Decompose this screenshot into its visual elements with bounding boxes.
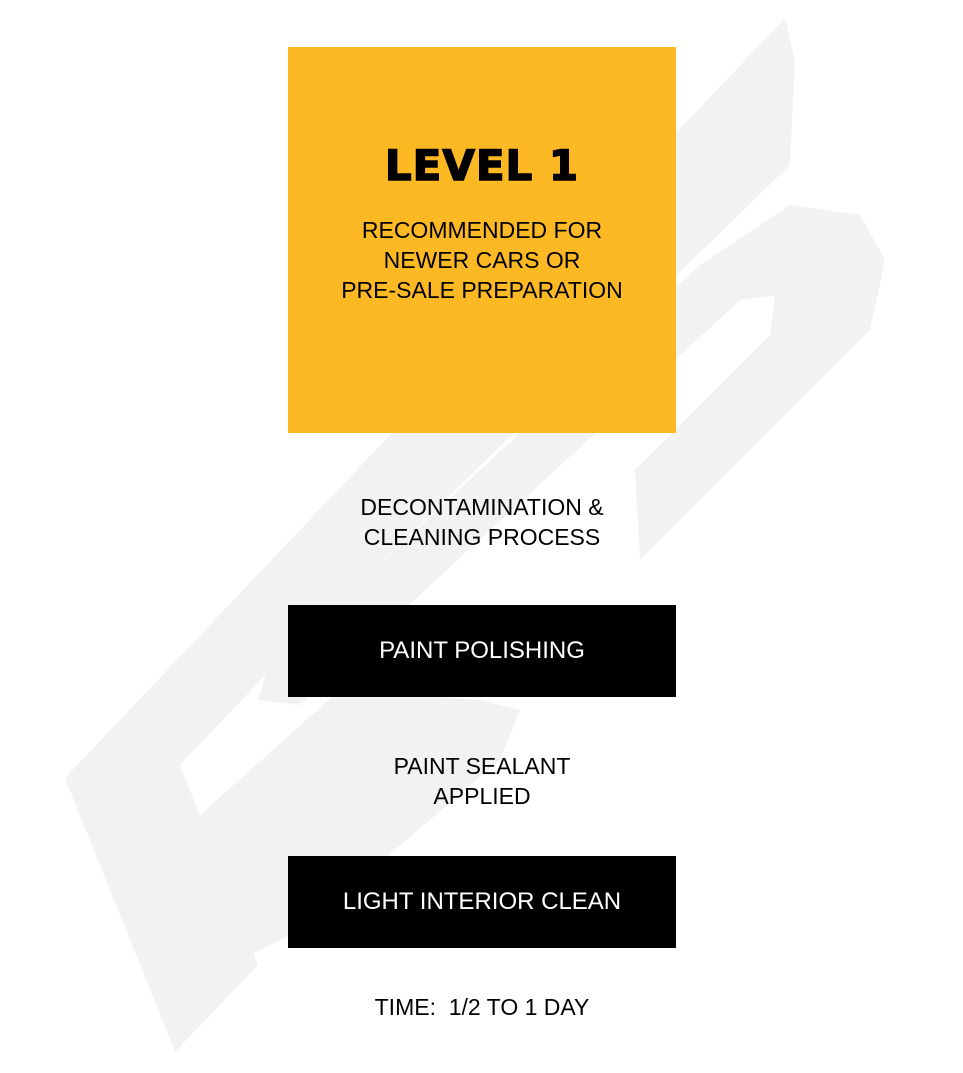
- step-label: PAINT POLISHING: [379, 637, 585, 664]
- step-line: CLEANING PROCESS: [363, 523, 601, 550]
- step-label: LIGHT INTERIOR CLEAN: [342, 888, 622, 915]
- subtitle-line: NEWER CARS OR: [383, 247, 581, 273]
- step-line: DECONTAMINATION &: [360, 494, 604, 520]
- decontamination-step: [288, 493, 676, 552]
- step-line: APPLIED: [433, 782, 531, 809]
- level-card: [288, 47, 676, 433]
- time-estimate: TIME: 1/2 TO 1 DAY: [374, 994, 590, 1020]
- subtitle-line: RECOMMENDED FOR: [361, 217, 603, 243]
- level-title: LEVEL 1: [384, 141, 580, 190]
- level-subtitle: [288, 215, 676, 305]
- interior-clean-step: [288, 856, 676, 948]
- subtitle-line: PRE-SALE PREPARATION: [341, 277, 623, 303]
- sealant-step: [288, 752, 676, 811]
- step-line: PAINT SEALANT: [393, 753, 571, 779]
- paint-polishing-step: [288, 605, 676, 697]
